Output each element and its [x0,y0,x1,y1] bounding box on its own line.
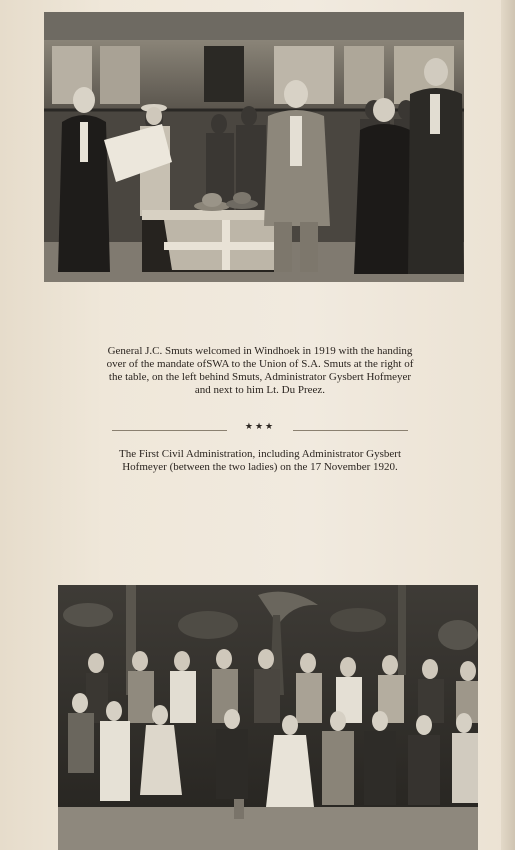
separator-rule-left [112,430,227,431]
separator-stars: ★★★ [244,422,276,432]
caption-smuts-welcome: General J.C. Smuts welcomed in Windhoek in 1919 with the handing over of the mandate ofSWA to the Union of S.A. Smuts at the right of the table, on the left behind Smuts, Administrator Gysbert Hofmeyer and next to him Lt. Du Preez. [106,345,414,396]
photo-first-civil-administration-1920 [58,585,478,850]
separator-rule-right [293,430,408,431]
page-edge [501,0,515,850]
photo-smuts-welcome-1919 [44,12,464,282]
caption-separator [112,424,408,436]
caption-civil-administration: The First Civil Administration, including Administrator Gysbert Hofmeyer (between the two ladies) on the 17 November 1920. [118,448,401,473]
